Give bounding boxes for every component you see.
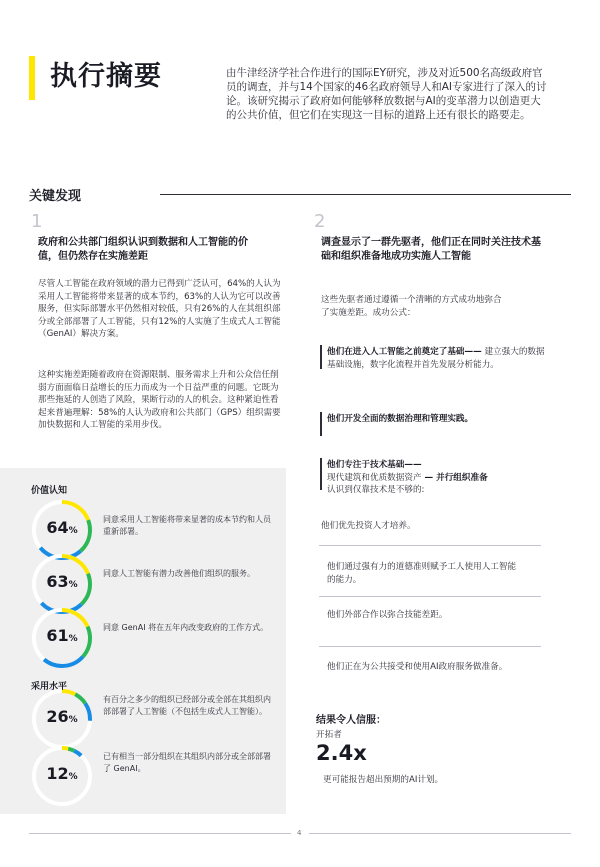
intro-paragraph: 由牛津经济学社合作进行的国际EY研究，涉及对近500名高级政府官员的调查，并与14个国家的46名政府领导人和AI专家进行了深入的讨论。该研究揭示了政府如何能够释放数据与AI的变革潜力以创造更大的公共价值，但它们在实现这一目标的道路上还有很长的路要走。 (226, 67, 547, 121)
percent-sign: % (68, 526, 78, 536)
stat-text-4: 有百分之多少的组织已经部分或全部在其组织内部部署了人工智能（不包括生成式人工智能）。 (103, 695, 271, 716)
finding-1-para-2: 这种实施差距随着政府在资源限制、服务需求上升和公众信任削弱方面面临日益增长的压力而成为一个日益严重的问题。它既为那些拖延的人创造了风险，果断行动的人的机会。这种紧迫性看起来普遍理解：58%的人认为政府和公共部门（GPS）组织需要加快数据和人工智能的采用步伐。 (38, 370, 281, 430)
item-2: 他们开发全面的数据治理和管理实践。 (327, 414, 474, 424)
page-number: 4 (297, 829, 302, 837)
finding-1-number: 1 (31, 211, 43, 232)
item-3-bar (320, 458, 322, 490)
finding-1-heading: 政府和公共部门组织认识到数据和人工智能的价值，但仍然存在实施差距 (38, 237, 248, 262)
separator-1 (319, 545, 541, 546)
stat-number: 26 (46, 707, 69, 726)
plain-item-4: 他们正在为公共接受和使用AI政府服务做准备。 (327, 662, 508, 672)
page-title: 执行摘要 (50, 61, 162, 92)
item-3 (327, 459, 527, 497)
result-label: 开拓者 (316, 730, 342, 740)
stat-text-5: 已有相当一部分组织在其组织内部分或全部部署了 GenAI。 (103, 752, 271, 773)
item-3-text: 现代建筑和优质数据资产 (327, 472, 422, 483)
percent-sign: % (68, 634, 78, 644)
item-1-bold: 他们在进入人工智能之前奠定了基础—— (327, 347, 482, 357)
item-1 (327, 346, 547, 371)
finding-2-intro: 这些先驱者通过遵循一个清晰的方式成功地弥合了实施差距。成功公式： (321, 295, 502, 318)
adoption-heading: 采用水平 (31, 682, 68, 692)
result-heading: 结果令人信服： (316, 715, 386, 726)
footer-rule-left (29, 833, 291, 834)
item-3-bold-2: — 并行组织准备 (421, 472, 488, 483)
result-text: 更可能报告超出预期的AI计划。 (323, 775, 444, 785)
item-2-bar (320, 412, 322, 436)
stat-value-2 (31, 572, 93, 591)
stat-value-5 (31, 764, 93, 783)
stat-number: 63 (46, 572, 69, 591)
stat-number: 61 (46, 626, 69, 645)
item-3-bold: 他们专注于技术基础—— (327, 460, 422, 470)
finding-2-heading: 调查显示了一群先驱者，他们正在同时关注技术基础和组织准备地成功实施人工智能 (321, 237, 541, 262)
percent-sign: % (68, 715, 78, 725)
plain-item-2: 他们通过强有力的道德准则赋予工人使用人工智能的能力。 (327, 562, 517, 585)
value-heading: 价值认知 (31, 486, 68, 496)
finding-1-para-1: 尽管人工智能在政府领域的潜力已得到广泛认可，64%的人认为采用人工智能将带来显著的成本节约，63%的人认为它可以改善服务，但实际部署水平仍然相对较低，只有26%的人在其组织部分或全部部署了人工智能，只有12%的人实施了生成式人工智能（GenAI）解决方案。 (38, 279, 281, 339)
result-number: 2.4x (316, 741, 367, 765)
plain-item-3: 他们外部合作以弥合技能差距。 (327, 610, 448, 620)
percent-sign: % (68, 772, 78, 782)
stat-text-2: 同意人工智能有潜力改善他们组织的服务。 (103, 569, 255, 578)
item-3-text-2: 认识到仅靠技术是不够的: (327, 485, 425, 495)
stat-text-3: 同意 GenAI 将在五年内改变政府的工作方式。 (103, 623, 269, 632)
percent-sign: % (68, 580, 78, 590)
separator-3 (319, 646, 541, 647)
stat-value-4 (31, 707, 93, 726)
finding-2-number: 2 (314, 211, 326, 232)
title-accent-bar (29, 56, 35, 100)
stat-value-1 (31, 518, 93, 537)
key-findings-rule (160, 194, 571, 195)
separator-2 (319, 596, 541, 597)
footer-rule-right (309, 833, 571, 834)
stat-value-3 (31, 626, 93, 645)
key-findings-heading: 关键发现 (29, 189, 82, 204)
stat-text-1: 同意采用人工智能将带来显著的成本节约和人员重新部署。 (103, 515, 271, 536)
stat-number: 12 (46, 764, 69, 783)
stat-number: 64 (46, 518, 69, 537)
item-1-text: 建立强大的数据基础设施，数字化流程并首先发展分析能力。 (327, 347, 545, 370)
plain-item-1: 他们优先投资人才培养。 (321, 521, 416, 531)
item-1-bar (320, 345, 322, 369)
